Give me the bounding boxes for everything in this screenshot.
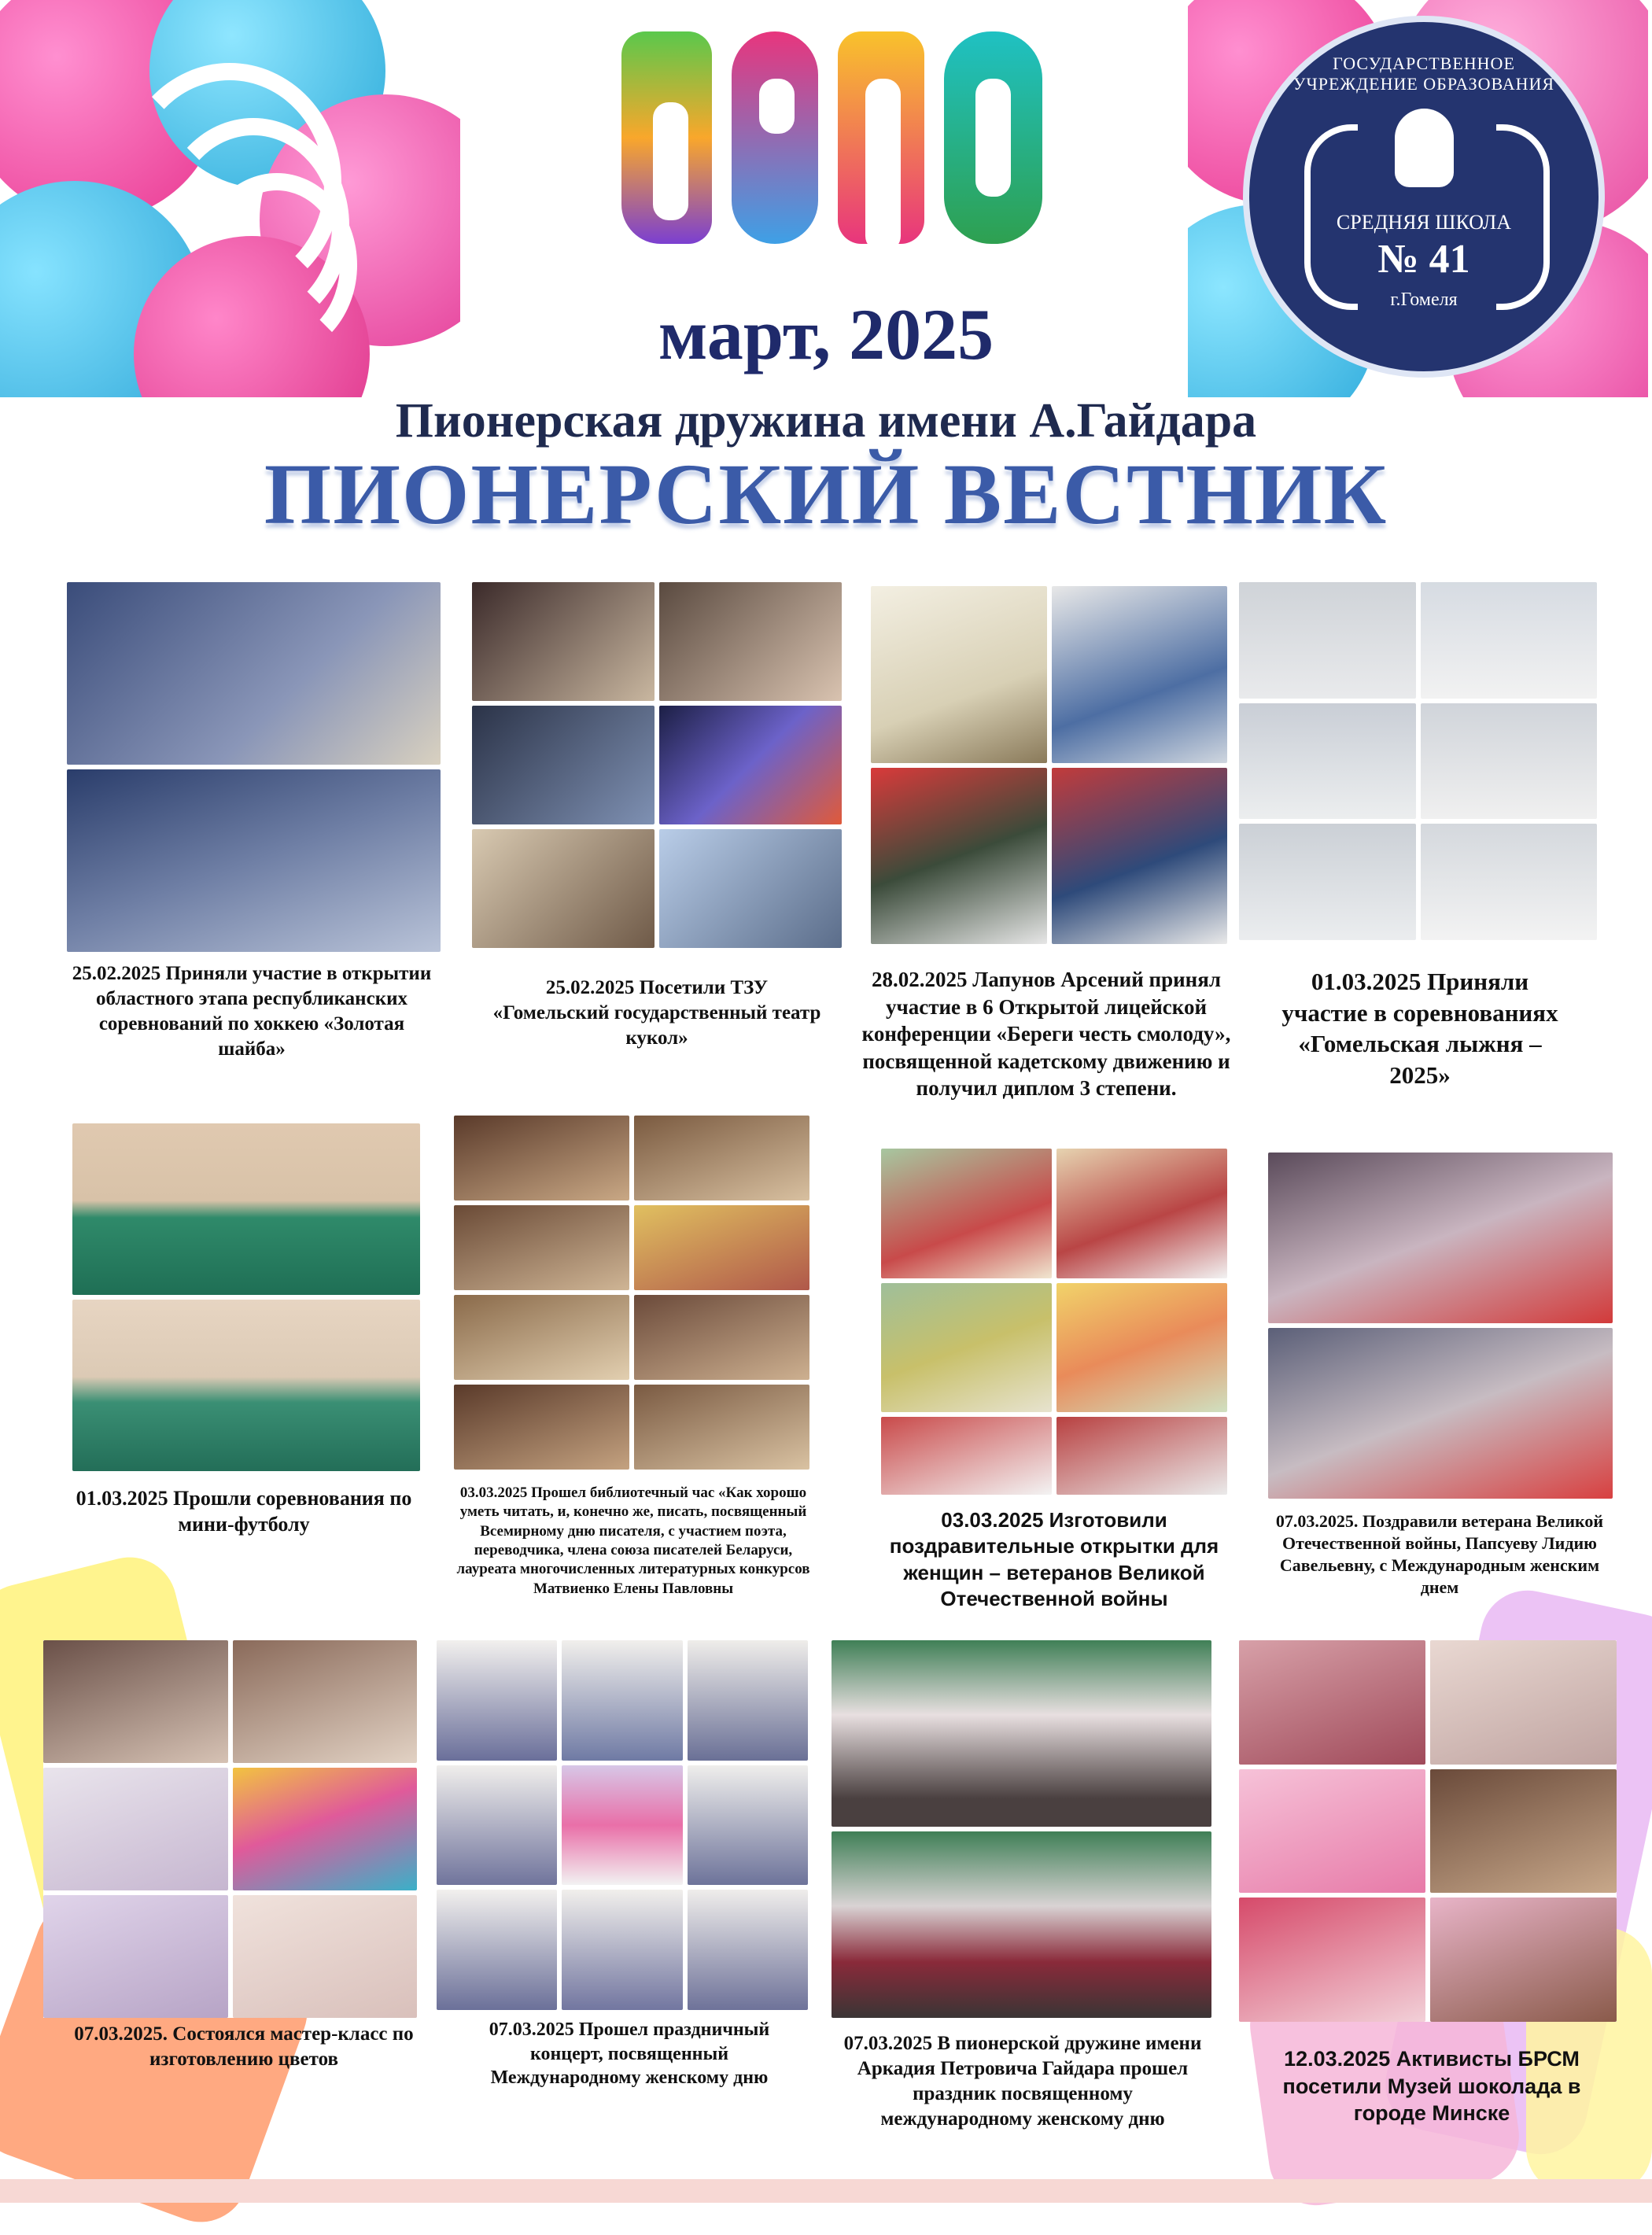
photo-puppet-theatre [472, 582, 842, 948]
balloons-left [0, 0, 460, 397]
caption-4: 01.03.2025 Приняли участие в соревнованиях «Гомельская лыжня – 2025» [1281, 968, 1558, 1090]
photo-flower-masterclass [43, 1640, 417, 2018]
caption-6: 03.03.2025 Прошел библиотечный час «Как хорошо уметь читать, и, конечно же, писать, посвященный Всемирному дню писателя, с участием поэта, переводчика, члена союза писателей Беларуси, лауреата многочисленных литературных конкурсов Матвиенко Елены Павловны [456, 1484, 810, 1597]
subtitle: Пионерская дружина имени А.Гайдара [395, 394, 1257, 448]
photo-concert [437, 1640, 808, 2010]
caption-10: 07.03.2025 Прошел праздничный концерт, посвященный Международному женскому дню [489, 2019, 770, 2089]
caption-1: 25.02.2025 Приняли участие в открытии областного этапа республиканских соревнований по хоккею «Золотая шайба» [72, 963, 432, 1060]
caption-9: 07.03.2025. Состоялся мастер-класс по изготовлению цветов [74, 2023, 414, 2070]
caption-11: 07.03.2025 В пионерской дружине имени Аркадия Петровича Гайдара прошел праздник посвященному международному женскому дню [843, 2033, 1202, 2130]
caption-12: 12.03.2025 Активисты БРСМ посетили Музей шоколада в городе Минске [1282, 2047, 1581, 2126]
seal-ring-text: ГОСУДАРСТВЕННОЕ УЧРЕЖДЕНИЕ ОБРАЗОВАНИЯ [1292, 53, 1555, 94]
photo-veteran-congrats [1268, 1153, 1613, 1499]
photo-greeting-cards [881, 1149, 1227, 1495]
photo-pioneer-holiday [832, 1640, 1211, 2018]
issue-month: март, 2025 [658, 294, 994, 374]
caption-2: 25.02.2025 Посетили ТЗУ «Гомельский государственный театр кукол» [492, 977, 821, 1049]
photo-hockey [67, 582, 441, 952]
caption-7: 03.03.2025 Изготовили поздравительные открытки для женщин – ветеранов Великой Отечественной войны [889, 1508, 1219, 1610]
photo-diploma [871, 586, 1227, 944]
owl-icon [1395, 109, 1454, 187]
caption-5: 01.03.2025 Прошли соревнования по мини-футболу [76, 1487, 412, 1536]
photo-mini-football [72, 1123, 420, 1471]
brpo-logo [621, 31, 1046, 252]
caption-8: 07.03.2025. Поздравили ветерана Великой Отечественной войны, Папсуеву Лидию Савельевну, с Международным женским днем [1275, 1511, 1604, 1598]
school-seal [1243, 16, 1605, 378]
newsletter-title: ПИОНЕРСКИЙ ВЕСТНИК [264, 446, 1388, 542]
seal-line2: № 41 [1377, 237, 1470, 282]
seal-line1: СРЕДНЯЯ ШКОЛА [1336, 211, 1512, 234]
seal-line3: г.Гомеля [1390, 290, 1458, 310]
bottom-strip [0, 2179, 1652, 2203]
photo-library-hour [454, 1116, 809, 1470]
caption-3: 28.02.2025 Лапунов Арсений принял участие в 6 Открытой лицейской конференции «Береги честь смолоду», посвященной кадетскому движению и получил диплом 3 степени. [861, 968, 1231, 1101]
photo-ski-race [1239, 582, 1597, 940]
photo-chocolate-museum [1239, 1640, 1617, 2022]
